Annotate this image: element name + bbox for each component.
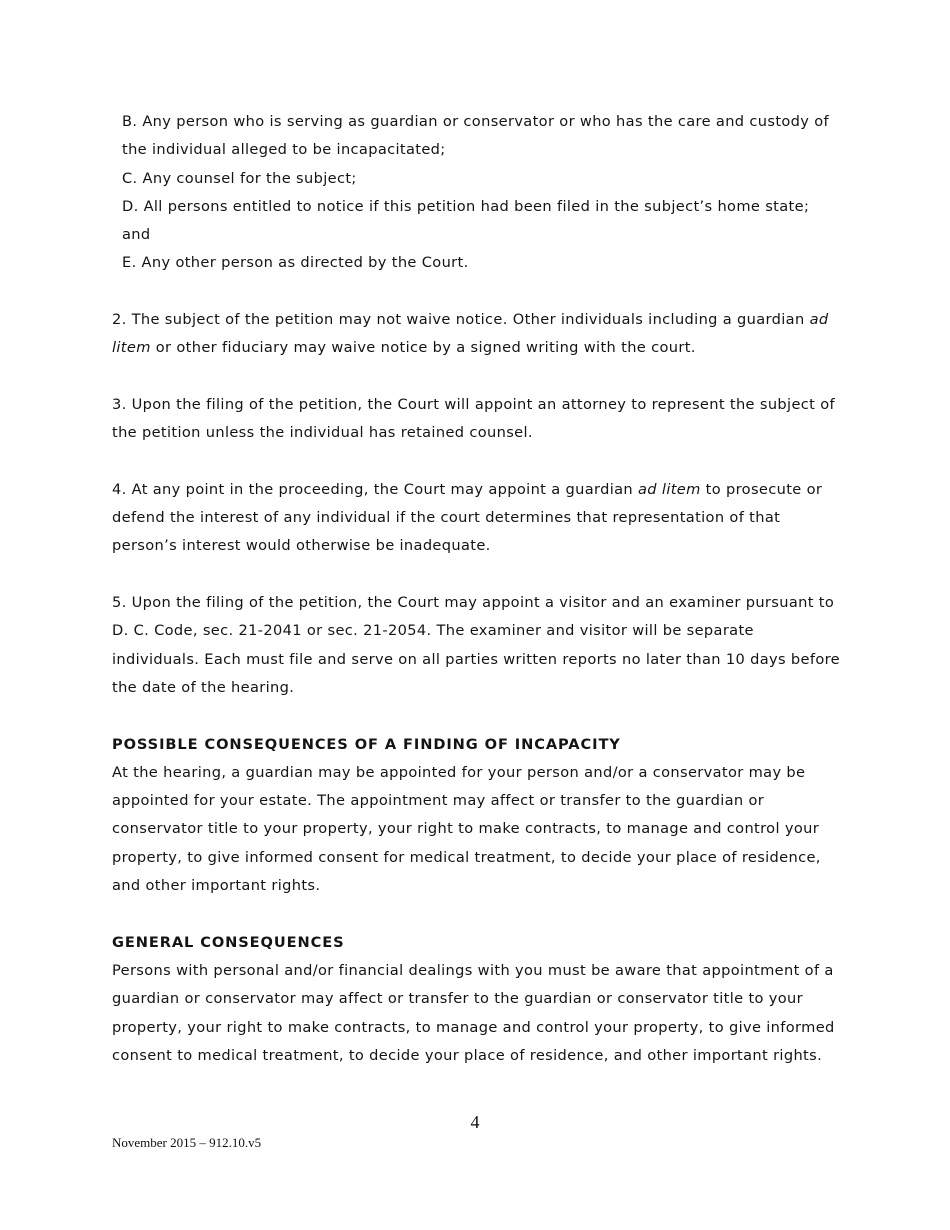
- paragraph-4-text: 4. At any point in the proceeding, the Court may appoint a guardian: [112, 480, 639, 498]
- paragraph-4-text-end: to prosecute or defend the interest of any individual if the court determines that representation of that person’s interest would otherwise be inadequate.: [112, 480, 823, 555]
- notice-item-d: D. All persons entitled to notice if this petition had been filed in the subject’s home state; and: [122, 197, 810, 244]
- paragraph-2-text-end: or other fiduciary may waive notice by a signed writing with the court.: [150, 339, 696, 357]
- document-body: [112, 108, 842, 1070]
- section-heading-general: GENERAL CONSEQUENCES: [112, 933, 345, 951]
- spacer: [112, 363, 842, 391]
- paragraph-appoint-attorney: 3. Upon the filing of the petition, the Court will appoint an attorney to represent the subject of the petition unless the individual has retained counsel.: [112, 395, 835, 442]
- ad-litem-term: ad litem: [638, 480, 701, 498]
- paragraph-visitor-examiner: 5. Upon the filing of the petition, the Court may appoint a visitor and an examiner pursuant to D. C. Code, sec. 21-2041 or sec. 21-2054. The examiner and visitor will be separate individuals. Each must file and serve on all parties written reports no later than 10 days before the date of the hearing.: [112, 594, 840, 696]
- spacer: [112, 278, 842, 306]
- section-body-incapacity: At the hearing, a guardian may be appointed for your person and/or a conservator may be appointed for your estate. The appointment may affect or transfer to the guardian or conservator title to your property, your right to make contracts, to manage and control your property, to give informed consent for medical treatment, to decide your place of residence, and other important rights.: [112, 763, 821, 895]
- footer-version: November 2015 – 912.10.v5: [112, 1135, 262, 1150]
- page-number: 4: [470, 1112, 480, 1132]
- spacer: [112, 900, 842, 928]
- notice-item-b: B. Any person who is serving as guardian or conservator or who has the care and custody of the individual alleged to be incapacitated;: [122, 113, 830, 159]
- spacer: [112, 702, 842, 730]
- section-heading-incapacity: POSSIBLE CONSEQUENCES OF A FINDING OF INCAPACITY: [112, 735, 621, 753]
- paragraph-2-text: 2. The subject of the petition may not waive notice. Other individuals including a guardian: [112, 311, 810, 329]
- spacer: [112, 448, 842, 476]
- section-body-general: Persons with personal and/or financial dealings with you must be aware that appointment of a guardian or conservator may affect or transfer to the guardian or conservator title to your property, your right to make contracts, to manage and control your property, to give informed consent to medical treatment, to decide your place of residence, and other important rights.: [112, 961, 835, 1064]
- paragraph-waive-notice: [112, 306, 842, 363]
- ad-litem-term: ad litem: [112, 311, 829, 357]
- notice-item-e: E. Any other person as directed by the Court.: [122, 254, 469, 272]
- spacer: [112, 561, 842, 589]
- notice-item-c: C. Any counsel for the subject;: [122, 169, 357, 187]
- paragraph-guardian-ad-litem: [112, 476, 842, 561]
